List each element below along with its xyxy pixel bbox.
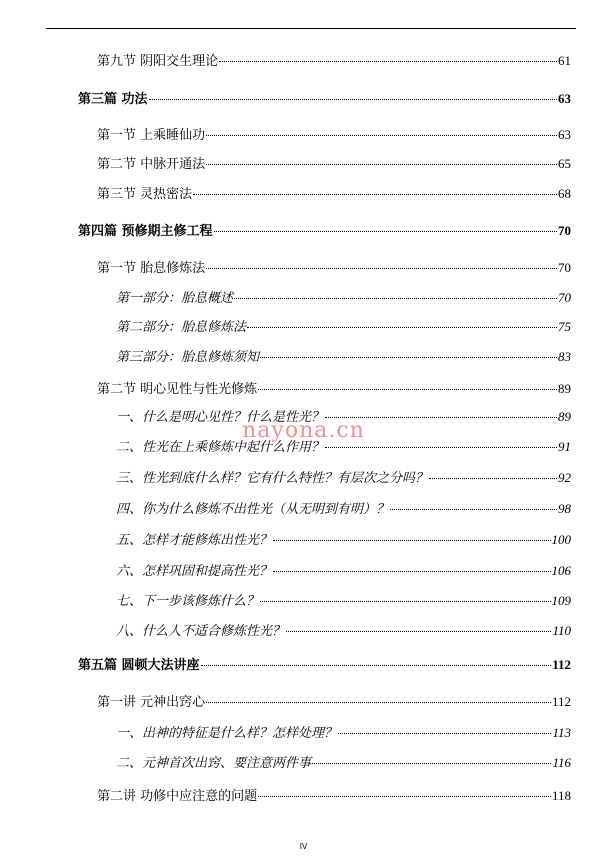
toc-entry-page: 63 — [558, 127, 571, 142]
toc-entry-title: 六、怎样巩固和提高性光？ — [116, 564, 273, 579]
toc-entry — [116, 724, 571, 743]
toc-entry — [116, 289, 571, 308]
toc-leader-dots — [312, 763, 551, 764]
toc-entry-title: 第一部分：胎息概述 — [116, 291, 234, 306]
toc-entry — [97, 380, 571, 399]
toc-entry-page: 83 — [558, 349, 571, 364]
toc-entry-page: 75 — [558, 319, 571, 334]
toc-leader-dots — [258, 796, 551, 797]
toc-entry-page: 63 — [558, 91, 571, 106]
toc-leader-dots — [206, 164, 557, 165]
toc-entry-title: 第九节 阴阳交生理论 — [97, 54, 219, 69]
toc-leader-dots — [273, 571, 550, 572]
toc-entry-page: 112 — [551, 694, 571, 709]
toc-entry — [78, 222, 571, 241]
toc-entry-page: 118 — [551, 788, 571, 803]
toc-entry-title: 第三节 灵热密法 — [97, 187, 193, 202]
page-number: IV — [299, 842, 308, 851]
toc-entry-title: 第二讲 功修中应注意的问题 — [97, 789, 258, 804]
toc-leader-dots — [206, 135, 557, 136]
toc-leader-dots — [273, 540, 550, 541]
toc-leader-dots — [206, 702, 551, 703]
toc-entry-page: 70 — [558, 290, 571, 305]
toc-leader-dots — [234, 298, 557, 299]
toc-entry-title: 第一节 胎息修炼法 — [97, 261, 206, 276]
toc-entry — [116, 562, 571, 581]
toc-entry-title: 八、什么人不适合修炼性光？ — [116, 624, 286, 639]
toc-entry-page: 98 — [558, 501, 571, 516]
toc-entry-page: 89 — [558, 409, 571, 424]
toc-entry-page: 116 — [552, 755, 571, 770]
toc-entry — [97, 155, 571, 174]
toc-entry-title: 第一讲 元神出窍心 — [97, 695, 206, 710]
toc-entry-page: 89 — [558, 381, 571, 396]
toc-entry-title: 第二节 明心见性与性光修炼 — [97, 382, 258, 397]
toc-entry-page: 68 — [558, 186, 571, 201]
toc-entry-page: 112 — [552, 657, 571, 672]
toc-entry-title: 第一节 上乘睡仙功 — [97, 128, 206, 143]
toc-entry — [97, 126, 571, 145]
toc-entry — [78, 656, 571, 675]
toc-entry-title: 一、出神的特征是什么样？怎样处理？ — [116, 726, 338, 741]
toc-entry-page: 110 — [552, 623, 571, 638]
watermark: nayona.cn — [242, 418, 365, 443]
toc-leader-dots — [286, 631, 551, 632]
header-rule — [46, 28, 576, 29]
toc-entry — [116, 592, 571, 611]
toc-entry-title: 第五篇 圆顿大法讲座 — [78, 658, 200, 673]
toc-leader-dots — [193, 194, 557, 195]
toc-entry-title: 二、元神首次出窍、要注意两件事 — [116, 756, 312, 771]
toc-entry-title: 四、你为什么修炼不出性光（从无明到有明）？ — [116, 502, 390, 517]
toc-entry-title: 七、下一步该修炼什么？ — [116, 594, 260, 609]
toc-entry — [97, 693, 571, 712]
toc-entry-title: 第四篇 预修期主修工程 — [78, 224, 213, 239]
toc-entry — [97, 787, 571, 806]
toc-entry-page: 65 — [558, 156, 571, 171]
toc-entry-title: 第二部分：胎息修炼法 — [116, 320, 247, 335]
toc-entry-title: 二、性光在上乘修炼中起什么作用？ — [116, 440, 325, 455]
toc-entry-title: 第三部分：胎息修炼须知 — [116, 350, 260, 365]
toc-leader-dots — [219, 61, 557, 62]
toc-leader-dots — [325, 447, 557, 448]
toc-entry-title: 一、什么是明心见性？什么是性光？ — [116, 410, 325, 425]
toc-entry-page: 100 — [551, 532, 571, 547]
toc-entry — [97, 259, 571, 278]
toc-entry — [116, 754, 571, 773]
toc-entry — [116, 348, 571, 367]
toc-entry-title: 第二节 中脉开通法 — [97, 157, 206, 172]
toc-leader-dots — [206, 268, 557, 269]
toc-entry-title: 三、性光到底什么样？它有什么特性？有层次之分吗？ — [116, 471, 429, 486]
toc-entry-page: 70 — [558, 223, 571, 238]
toc-entry-page: 91 — [558, 439, 571, 454]
toc-entry — [116, 318, 571, 337]
toc-leader-dots — [260, 357, 557, 358]
toc-entry — [116, 469, 571, 488]
toc-leader-dots — [429, 478, 557, 479]
toc-leader-dots — [214, 231, 557, 232]
toc-entry — [116, 500, 571, 519]
toc-leader-dots — [260, 601, 550, 602]
toc-entry-page: 61 — [558, 53, 571, 68]
toc-leader-dots — [149, 99, 557, 100]
toc-entry — [116, 531, 571, 550]
toc-entry-title: 五、怎样才能修炼出性光？ — [116, 533, 273, 548]
toc-entry-page: 106 — [551, 563, 571, 578]
toc-leader-dots — [338, 733, 551, 734]
toc-leader-dots — [201, 665, 552, 666]
toc-entry-page: 109 — [551, 593, 571, 608]
toc-entry — [97, 52, 571, 71]
toc-entry-title: 第三篇 功法 — [78, 92, 148, 107]
toc-leader-dots — [258, 389, 557, 390]
toc-entry-page: 70 — [558, 260, 571, 275]
toc-entry — [78, 90, 571, 109]
toc-entry-page: 92 — [558, 470, 571, 485]
toc-leader-dots — [247, 327, 557, 328]
toc-entry-page: 113 — [552, 725, 571, 740]
toc-leader-dots — [390, 509, 557, 510]
toc-entry — [97, 185, 571, 204]
toc-entry — [116, 622, 571, 641]
